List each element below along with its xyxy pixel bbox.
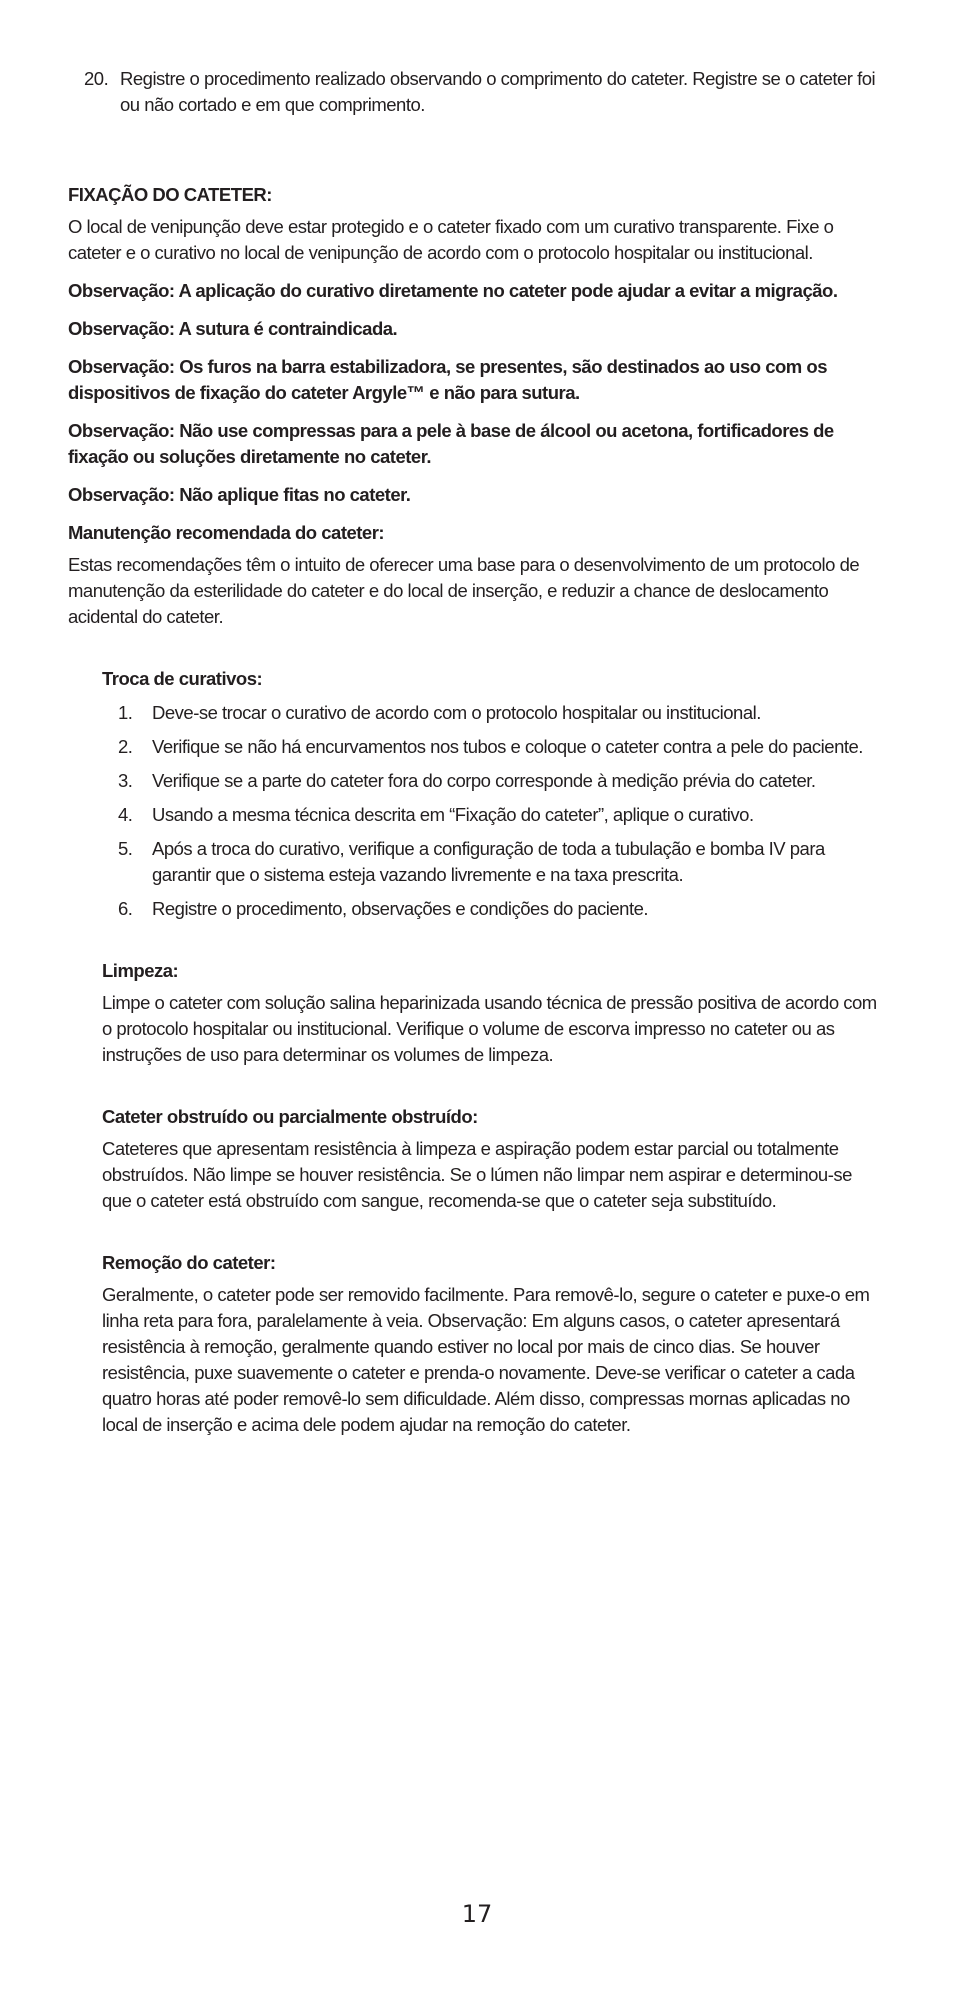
- flushing-paragraph: Limpe o cateter com solução salina heparinizada usando técnica de pressão positiva de acordo com o protocolo hospitalar ou institucional. Verifique o volume de escorva impresso no cateter ou as instruções de uso para determinar os volumes de limpeza.: [102, 992, 877, 1065]
- list-item-number: 1.: [118, 702, 133, 723]
- maintenance-paragraph: Estas recomendações têm o intuito de oferecer uma base para o desenvolvimento de um protocolo de manutenção da esterilidade do cateter e do local de inserção, e reduzir a chance de deslocamento acidental do cateter.: [68, 554, 860, 627]
- list-item: [118, 802, 883, 828]
- removal-paragraph: Geralmente, o cateter pode ser removido facilmente. Para removê-lo, segure o cateter e puxe-o em linha reta para fora, paralelamente à veia. Observação: Em alguns casos, o cateter apresentará resistência à remoção, geralmente quando estiver no local por mais de cinco dias. Se houver resistência, puxe suavemente o cateter e prenda-o novamente. Deve-se verificar o cateter a cada quatro horas até poder removê-lo sem dificuldade. Além disso, compressas mornas aplicadas no local de inserção e acima dele podem ajudar na remoção do cateter.: [102, 1284, 870, 1435]
- list-item-number: 5.: [118, 838, 133, 859]
- list-item-number: 3.: [118, 770, 133, 791]
- list-item: [84, 66, 883, 118]
- list-item-text: Verifique se a parte do cateter fora do corpo corresponde à medição prévia do cateter.: [152, 770, 816, 791]
- list-item-number: 6.: [118, 898, 133, 919]
- document-page: [68, 66, 883, 1438]
- fixation-note: Observação: A aplicação do curativo diretamente no cateter pode ajudar a evitar a migração.: [68, 280, 838, 301]
- list-item-text: Usando a mesma técnica descrita em “Fixação do cateter”, aplique o curativo.: [152, 804, 754, 825]
- list-item-text: Verifique se não há encurvamentos nos tubos e coloque o cateter contra a pele do paciente.: [152, 736, 863, 757]
- dressing-change-section: [102, 666, 883, 922]
- occlusion-heading: Cateter obstruído ou parcialmente obstruído:: [102, 1106, 478, 1127]
- occlusion-section: [102, 1104, 883, 1214]
- list-item: [118, 734, 883, 760]
- flushing-heading: Limpeza:: [102, 960, 179, 981]
- list-item-text: Após a troca do curativo, verifique a configuração de toda a tubulação e bomba IV para garantir que o sistema esteja vazando livremente e na taxa prescrita.: [152, 838, 825, 885]
- dressing-change-heading: Troca de curativos:: [102, 668, 263, 689]
- list-item: [118, 896, 883, 922]
- flushing-section: [102, 958, 883, 1068]
- fixation-note: Observação: Não aplique fitas no cateter.: [68, 484, 411, 505]
- list-item-text: Registre o procedimento realizado observando o comprimento do cateter. Registre se o cateter foi ou não cortado e em que comprimento.: [120, 68, 876, 115]
- dressing-change-list: [102, 700, 883, 922]
- list-item-number: 20.: [84, 68, 109, 89]
- fixation-heading: FIXAÇÃO DO CATETER:: [68, 184, 272, 205]
- removal-section: [102, 1250, 883, 1438]
- page-number: 17: [461, 1900, 493, 1928]
- list-item: [118, 836, 883, 888]
- maintenance-section: [68, 520, 883, 630]
- maintenance-heading: Manutenção recomendada do cateter:: [68, 522, 385, 543]
- fixation-section: [68, 182, 883, 508]
- fixation-note: Observação: A sutura é contraindicada.: [68, 318, 398, 339]
- fixation-note: Observação: Não use compressas para a pele à base de álcool ou acetona, fortificadores de fixação ou soluções diretamente no cateter.: [68, 420, 834, 467]
- list-item: [118, 768, 883, 794]
- list-item-number: 4.: [118, 804, 133, 825]
- removal-heading: Remoção do cateter:: [102, 1252, 276, 1273]
- list-item-text: Deve-se trocar o curativo de acordo com o protocolo hospitalar ou institucional.: [152, 702, 761, 723]
- fixation-paragraph: O local de venipunção deve estar protegido e o cateter fixado com um curativo transparente. Fixe o cateter e o curativo no local de venipunção de acordo com o protocolo hospitalar ou institucional.: [68, 216, 834, 263]
- list-item-number: 2.: [118, 736, 133, 757]
- occlusion-paragraph: Cateteres que apresentam resistência à limpeza e aspiração podem estar parcial ou totalmente obstruídos. Não limpe se houver resistência. Se o lúmen não limpar nem aspirar e determinou-se que o cateter está obstruído com sangue, recomenda-se que o cateter seja substituído.: [102, 1138, 852, 1211]
- list-item-text: Registre o procedimento, observações e condições do paciente.: [152, 898, 649, 919]
- list-item: [118, 700, 883, 726]
- fixation-note: Observação: Os furos na barra estabilizadora, se presentes, são destinados ao uso com os dispositivos de fixação do cateter Argyle™ e não para sutura.: [68, 356, 827, 403]
